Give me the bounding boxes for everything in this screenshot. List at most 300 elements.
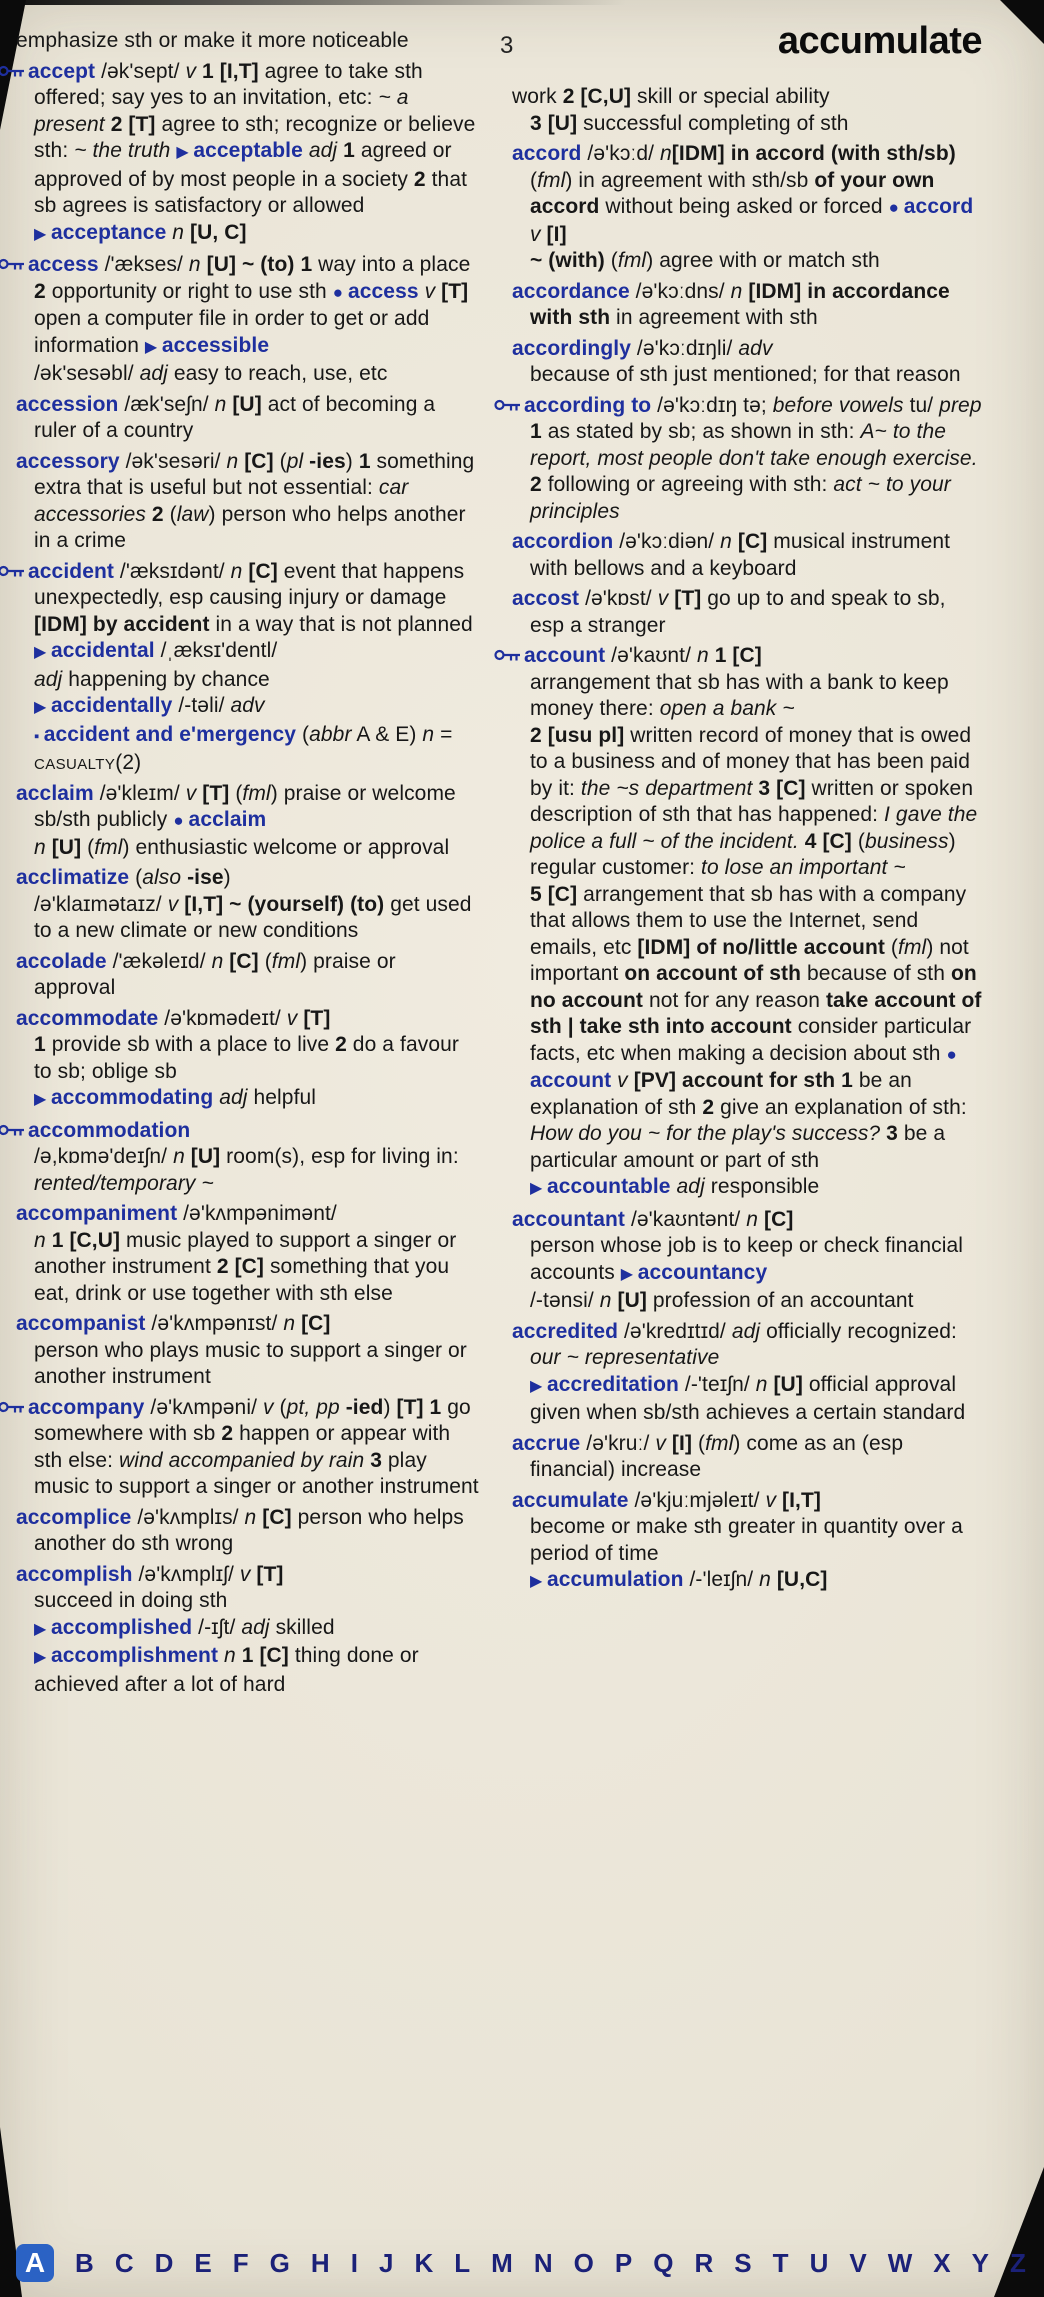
- entry-segment: /ə'kɔːdiən/: [613, 530, 721, 553]
- entry-segment: car accessories: [34, 476, 409, 526]
- entry-segment: n: [696, 644, 709, 667]
- entry-segment: /ə'kʌmpənɪst/: [145, 1312, 284, 1335]
- entry-segment: person whose job is to keep or check financial accounts: [530, 1234, 964, 1284]
- entry-segment: ▶: [530, 1180, 547, 1197]
- entry-segment: v: [418, 279, 442, 303]
- entry-segment: -ise: [181, 866, 224, 889]
- entry-segment: [C]: [234, 1255, 270, 1278]
- entry-segment: 2: [221, 1422, 240, 1445]
- entry-segment: be a particular amount or part of sth: [530, 1122, 946, 1172]
- entry-segment: /ə'kleɪm/: [93, 781, 186, 805]
- entry-segment: n: [660, 142, 672, 165]
- headword: accumulate: [512, 1488, 629, 1512]
- entry-segment: [C]: [776, 776, 812, 800]
- headword: accommodate: [16, 1006, 159, 1030]
- entry-segment: /ə'kɔːd/: [581, 142, 661, 165]
- entry-accommodate: [16, 1006, 482, 1114]
- entry-segment: [C,U]: [580, 85, 637, 108]
- entry-segment: of your own accord: [530, 168, 935, 218]
- entry-segment: v: [657, 587, 669, 610]
- entry-segment: act ~ to your principles: [530, 473, 951, 523]
- entry-segment: v: [611, 1069, 634, 1092]
- entry-segment: n: [166, 220, 191, 244]
- entry-segment: fml: [705, 1431, 734, 1455]
- entry-segment: 1: [241, 1644, 260, 1667]
- entry-segment: also: [142, 866, 182, 889]
- entry-segment: [T]: [668, 587, 708, 610]
- entry-segment: work: [512, 85, 563, 108]
- entry-accrue: [512, 1431, 982, 1484]
- entry-accommodation: [16, 1118, 482, 1198]
- alphabet-letter-Q: Q: [653, 2248, 674, 2278]
- entry-segment: /ək'sesəbl/: [34, 362, 140, 385]
- keyword-key-icon: [16, 252, 25, 279]
- entry-segment: successful completing of sth: [583, 111, 849, 135]
- entry-segment: [T]: [297, 1006, 331, 1030]
- entry-segment: agree to take sth offered; say yes to an invitation, etc:: [34, 59, 423, 109]
- entry-segment: [T]: [196, 781, 236, 805]
- entry-segment: (: [857, 829, 865, 853]
- entry-segment: /ə'kɔːdɪŋli/: [630, 336, 739, 360]
- entry-segment: /ə'kʌmpəni/: [144, 1395, 263, 1419]
- alphabet-letter-C: C: [114, 2248, 134, 2278]
- entry-segment: [C]: [732, 644, 762, 667]
- entry-segment: (: [296, 722, 310, 746]
- alphabet-bar: [16, 2243, 1026, 2283]
- entry-segment: 2: [34, 279, 52, 303]
- entry-segment: skill or special ability: [637, 85, 830, 108]
- entry-segment: adj: [670, 1175, 705, 1198]
- entry-segment: fml: [617, 249, 647, 272]
- entry-segment: take account of sth | take sth into account: [530, 988, 982, 1038]
- entry-segment: n: [211, 949, 224, 973]
- entry-segment: 2: [216, 1255, 235, 1278]
- headword: accredited: [512, 1319, 619, 1343]
- entry-segment: (2): [115, 751, 142, 774]
- entry-segment: [C]: [259, 1644, 295, 1667]
- entry-segment: ●: [173, 811, 189, 830]
- entry-segment: in agreement with sth: [610, 306, 818, 329]
- alphabet-letter-R: R: [694, 2248, 714, 2278]
- keyword-key-icon: [512, 393, 521, 420]
- headword: accost: [512, 587, 580, 610]
- entry-segment: ▪: [34, 727, 44, 745]
- entry-segment: ▶: [530, 1573, 547, 1590]
- entry-segment: /-ɪʃt/: [192, 1615, 242, 1639]
- entry-segment: v: [185, 781, 197, 805]
- entry-segment: adj: [213, 1086, 248, 1109]
- entry-segment: /ə'kjuːmjəleɪt/: [628, 1488, 766, 1512]
- entry-segment: n: [188, 253, 201, 276]
- headword: account: [524, 644, 606, 667]
- entry-segment: [I,T]: [776, 1488, 821, 1512]
- headword: accomplice: [16, 1505, 132, 1529]
- alphabet-letter-X: X: [933, 2248, 951, 2278]
- entry-accident: [16, 559, 482, 777]
- entry-segment: pl: [286, 449, 304, 473]
- entry-segment: following or agreeing with sth:: [547, 473, 834, 496]
- entry-segment: /'æksɪdənt/: [114, 559, 231, 583]
- entry-segment: ▶: [144, 338, 162, 356]
- entry-segment: (: [264, 949, 272, 973]
- entry-segment: law: [176, 502, 209, 526]
- headword: accompaniment: [16, 1202, 178, 1225]
- entry-segment: [U]: [547, 111, 584, 135]
- entry-segment: (: [279, 449, 287, 473]
- entry-segment: accumulation: [546, 1568, 684, 1591]
- entry-segment: [usu pl]: [547, 723, 631, 747]
- entry-segment: v: [239, 1562, 251, 1586]
- entry-segment: n: [755, 1372, 768, 1396]
- alphabet-letter-L: L: [454, 2248, 471, 2278]
- entry-segment: (: [129, 866, 143, 889]
- entry-segment: not for any reason: [643, 988, 826, 1012]
- entry-segment: 3: [758, 776, 777, 800]
- guide-word: accumulate: [777, 20, 982, 62]
- entry-segment: 2: [562, 85, 581, 108]
- entry-segment: to lose an important ~: [701, 856, 906, 879]
- entry-segment: before vowels: [772, 393, 904, 417]
- entry-segment: n: [746, 1207, 759, 1231]
- entry-segment: opportunity or right to use sth: [51, 279, 333, 303]
- entry-segment: 5: [530, 882, 548, 906]
- page-header: [500, 20, 982, 63]
- entry-segment: I gave the police a full ~ of the incident.: [530, 803, 978, 853]
- entry-segment: accreditation: [546, 1372, 679, 1396]
- entry-segment: /'ækses/: [98, 253, 189, 276]
- entry-accessory: [16, 449, 482, 555]
- entry-segment: fml: [898, 935, 927, 959]
- entry-segment: ~ a present: [34, 86, 409, 136]
- entry-segment: person who helps another do sth wrong: [34, 1505, 464, 1555]
- entry-segment: acceptance: [50, 220, 167, 244]
- entry-segment: 1: [34, 1033, 52, 1056]
- entry-segment: v: [262, 1395, 274, 1419]
- entry-segment: [U]: [45, 835, 88, 859]
- entry-segment: [U]: [226, 392, 268, 416]
- entry-segment: v: [185, 59, 197, 83]
- headword: acclimatize: [16, 866, 130, 889]
- entry-segment: arrangement that sb has with a company that allows them to use the Internet, send emails, etc: [530, 882, 967, 959]
- entry-segment: n: [759, 1568, 771, 1591]
- alphabet-letter-M: M: [491, 2248, 513, 2278]
- entry-segment: 2: [335, 1033, 353, 1056]
- entry-segment: ▶: [34, 1649, 51, 1666]
- entry-segment: ▶: [34, 1620, 51, 1638]
- entry-segment: music played to support a singer or another instrument: [34, 1228, 457, 1278]
- entry-segment: /ə'kredɪtɪd/: [618, 1319, 732, 1343]
- entry-segment: ) agree with or match sth: [646, 249, 880, 272]
- entry-segment: [U]: [767, 1372, 809, 1396]
- entry-segment: 1: [530, 420, 548, 443]
- entry-segment: ): [345, 449, 359, 473]
- entry-segment: without being asked or forced: [599, 195, 889, 218]
- entry-segment: ) person who helps another in a crime: [34, 502, 466, 552]
- headword: access: [28, 253, 99, 276]
- entry-segment: easy to reach, use, etc: [167, 362, 388, 385]
- headword: accord: [512, 142, 582, 165]
- keyword-key-icon: [512, 643, 521, 670]
- entry-segment: (: [530, 168, 538, 192]
- entry-segment: ~ (yourself) (to): [229, 892, 391, 916]
- headword: accrue: [512, 1431, 581, 1455]
- entry-segment: ▶: [34, 644, 51, 661]
- entry-segment: A & E): [351, 722, 423, 746]
- entry-segment: ▶: [176, 144, 194, 161]
- entry-accomplish: [16, 1562, 482, 1699]
- entry-segment: [IDM] by accident: [34, 612, 210, 636]
- entry-segment: responsible: [704, 1175, 820, 1198]
- entry-segment: [I]: [665, 1431, 698, 1455]
- entry-segment: /ə'kʌmpənimənt/: [177, 1202, 337, 1225]
- entry-segment: /ə'kʌmplɪʃ/: [132, 1562, 240, 1586]
- entry-segment: something that you eat, drink or use together with sth else: [34, 1255, 450, 1305]
- entry-segment: 2: [413, 167, 432, 191]
- entry-segment: n: [283, 1312, 296, 1335]
- entry-segment: something extra that is useful but not essential:: [34, 449, 475, 499]
- entry-segment: v: [655, 1431, 666, 1455]
- entry-segment: business: [864, 829, 949, 853]
- entry-segment: (: [697, 1431, 706, 1455]
- headword: accession: [16, 392, 119, 416]
- entry-segment: fml: [94, 835, 123, 859]
- entry-accolade: [16, 949, 482, 1002]
- entry-segment: adj: [34, 667, 63, 691]
- entry-segment: accident and e'mergency: [43, 722, 297, 746]
- entry-segment: (: [235, 781, 243, 805]
- alphabet-letter-V: V: [849, 2248, 867, 2278]
- entry-segment: /ə'kɒmədeɪt/: [158, 1006, 287, 1030]
- headword: accept: [28, 59, 96, 83]
- entry-segment: fml: [537, 168, 566, 192]
- entry-segment: n: [720, 530, 732, 553]
- entry-segment: access: [347, 279, 419, 303]
- entry-segment: ●: [888, 198, 904, 217]
- entry-accordance: [512, 279, 982, 332]
- entry-segment: on no account: [530, 962, 977, 1012]
- entry-segment: 2: [702, 1095, 721, 1119]
- entry-segment: ) praise or approval: [34, 949, 396, 999]
- entry-segment: [IDM] in accord (with sth/sb): [671, 142, 956, 165]
- entry-segment: our ~ representative: [530, 1346, 720, 1369]
- entry-segment: agree to sth; recognize or believe sth:: [34, 112, 476, 162]
- entry-segment: [U, C]: [190, 220, 247, 244]
- entry-segment: room(s), esp for living in:: [226, 1145, 459, 1168]
- entry-account: [512, 643, 982, 1203]
- entry-segment: n: [214, 392, 227, 416]
- entry-segment: n: [226, 449, 239, 473]
- entry-segment: =: [434, 722, 453, 746]
- entry-segment: n: [230, 559, 243, 583]
- entry-segment: open a bank ~: [659, 697, 795, 720]
- entry-accession: [16, 392, 482, 445]
- entry-segment: v: [765, 1488, 777, 1512]
- entry-segment: [C]: [238, 449, 280, 473]
- entry-segment: (: [604, 249, 618, 272]
- headword: accordingly: [512, 336, 631, 360]
- entry-segment: 1: [51, 1228, 70, 1252]
- entry-segment: helpful: [247, 1086, 317, 1109]
- entry-segment: 3: [530, 111, 548, 135]
- entry-segment: /'ækəleɪd/: [106, 949, 212, 973]
- entry-segment: 1: [708, 644, 733, 667]
- entry-segment: [I,T]: [178, 892, 230, 916]
- entry-segment: /ˌæksɪ'dentl/: [154, 639, 278, 662]
- entry-segment: prep: [939, 393, 982, 417]
- headword: accessory: [16, 449, 120, 473]
- keyword-key-icon: [16, 1118, 25, 1145]
- alphabet-letter-S: S: [734, 2248, 752, 2278]
- entry-segment: act of becoming a ruler of a country: [34, 392, 436, 442]
- entry-segment: /ə'kʌmplɪs/: [131, 1505, 245, 1529]
- headword: acclaim: [16, 781, 94, 805]
- entry-segment: /ə'kɔːdɪŋ tə;: [651, 393, 773, 417]
- headword: accomplish: [16, 1562, 133, 1586]
- entry-segment: [C]: [822, 829, 858, 853]
- entry-segment: agreed or approved of by most people in a society: [34, 139, 452, 191]
- alphabet-letter-G: G: [269, 2248, 290, 2278]
- entry-segment: go up to and speak to sb, esp a stranger: [530, 587, 946, 637]
- alphabet-letter-D: D: [154, 2248, 174, 2278]
- entry-segment: n: [730, 279, 743, 303]
- entry-segment: fml: [242, 781, 271, 805]
- entry-segment: ~ the truth: [74, 139, 177, 162]
- entry-segment: accessible: [161, 333, 270, 357]
- entry-segment: casualty: [34, 751, 116, 774]
- entry-segment: accord: [903, 195, 974, 218]
- entry-segment: adj: [731, 1319, 761, 1343]
- entry-segment: /ə'klaɪmətaɪz/: [34, 892, 168, 916]
- entry-segment: become or make sth greater in quantity over a period of time: [530, 1515, 963, 1565]
- entry-accumulate: [512, 1488, 982, 1596]
- entry-segment: pt, pp: [286, 1395, 340, 1419]
- left-column: [16, 28, 482, 1702]
- entry-segment: ): [223, 866, 231, 889]
- entry-segment: ) regular customer:: [530, 829, 956, 879]
- entry-segment: because of sth: [801, 962, 951, 985]
- entry-segment: person who plays music to support a singer or another instrument: [34, 1338, 467, 1388]
- entry-segment: written record of money that is owed to a business and of money that has been paid by it:: [530, 723, 972, 800]
- entry-segment: skilled: [269, 1615, 335, 1639]
- entry-segment: [U,C]: [770, 1568, 828, 1591]
- entry-accredited: [512, 1319, 982, 1427]
- entry-segment: accomplished: [50, 1615, 193, 1639]
- photo-corner: [1000, 0, 1044, 44]
- entry-segment: accountancy: [637, 1260, 768, 1284]
- entry-accompanist: [16, 1311, 482, 1391]
- entry-segment: consider particular facts, etc when making a decision about sth: [530, 1015, 972, 1065]
- entry-segment: get used to a new climate or new conditions: [34, 892, 472, 942]
- entry-segment: ▶: [620, 1265, 638, 1283]
- entry-segment: provide sb with a place to live: [51, 1033, 336, 1056]
- alphabet-letter-H: H: [310, 2248, 330, 2278]
- entry-segment: [T]: [250, 1562, 284, 1586]
- entry-segment: 2: [110, 112, 129, 136]
- entry-segment: n: [599, 1289, 612, 1312]
- right-column: [512, 84, 982, 1600]
- alphabet-letter-Y: Y: [971, 2248, 989, 2278]
- entry-segment: /ək'sesəri/: [119, 449, 227, 473]
- entry-segment: that sb agrees is satisfactory or allowed: [34, 167, 468, 217]
- entry-segment: (: [87, 835, 95, 859]
- entry-segment: [C]: [242, 559, 284, 583]
- entry-segment: accommodating: [50, 1086, 214, 1109]
- headword: accolade: [16, 949, 107, 973]
- entry-segment: [T]: [396, 1395, 430, 1419]
- entry-segment: [C]: [223, 949, 265, 973]
- entry-segment: be an explanation of sth: [530, 1069, 912, 1119]
- alphabet-letter-P: P: [614, 2248, 633, 2278]
- entry-segment: give an explanation of sth:: [720, 1095, 967, 1119]
- alphabet-letter-N: N: [533, 2248, 553, 2278]
- entry-segment: /-'teɪʃn/: [678, 1372, 756, 1396]
- entry-accept: [16, 59, 482, 249]
- alphabet-letter-O: O: [573, 2248, 594, 2278]
- entry-segment: adv: [230, 694, 265, 717]
- entry-segment: n: [34, 1228, 52, 1252]
- entry-segment: open a computer file in order to get or add information: [34, 307, 430, 357]
- entry-segment: v: [530, 222, 541, 246]
- headword: accordion: [512, 530, 614, 553]
- entry-segment: accountable: [546, 1175, 671, 1198]
- entry-segment: /ə'kɒst/: [579, 587, 658, 610]
- entry-segment: [PV] account for sth 1: [633, 1069, 859, 1092]
- entry-segment: /ək'sept/: [95, 59, 186, 83]
- entry-segment: official approval given when sb/sth achieves a certain standard: [530, 1372, 966, 1424]
- entry-segment: v: [286, 1006, 298, 1030]
- entry-segment: v: [167, 892, 179, 916]
- entry-segment: n: [218, 1644, 242, 1667]
- entry-segment: [IDM] of no/little account: [637, 935, 885, 959]
- entry-segment: [T]: [441, 279, 469, 303]
- entry-segment: ▶: [34, 1091, 51, 1108]
- page-number: 3: [500, 32, 514, 59]
- entry-according-to: [512, 393, 982, 526]
- entry-segment: fml: [271, 949, 301, 973]
- entry-segment: musical instrument with bellows and a keyboard: [530, 530, 951, 580]
- entry-segment: ▶: [34, 225, 51, 243]
- entry-segment: ▶: [34, 699, 51, 716]
- entry-segment: [C]: [758, 1207, 794, 1231]
- alphabet-letter-B: B: [75, 2248, 94, 2278]
- entry-segment: /ə,kɒmə'deɪʃn/: [34, 1145, 174, 1168]
- entry-segment: go somewhere with sb: [34, 1395, 471, 1445]
- entry-segment: 1: [196, 59, 220, 83]
- entry-segment: (: [169, 502, 177, 526]
- entry-segment: on account of sth: [624, 962, 802, 985]
- entry-segment: 2: [530, 473, 548, 496]
- headword: according to: [524, 393, 652, 417]
- headword: accompany: [28, 1395, 145, 1419]
- alphabet-letter-Z: Z: [1010, 2248, 1026, 2278]
- entry-segment: [IDM] in accordance with sth: [530, 279, 950, 329]
- entry-accord: [512, 141, 982, 275]
- entry-continuation-left: [16, 28, 482, 55]
- entry-segment: play music to support a singer or another instrument: [34, 1448, 479, 1498]
- entry-segment: /ə'kɔːdns/: [629, 279, 731, 303]
- entry-segment: /æk'seʃn/: [118, 392, 215, 416]
- entry-segment: [C]: [547, 882, 584, 906]
- entry-segment: acceptable: [193, 139, 303, 162]
- entry-segment: /-tənsi/: [530, 1289, 600, 1312]
- entry-segment: officially recognized:: [760, 1319, 957, 1343]
- entry-segment: arrangement that sb has with a bank to keep money there:: [530, 670, 949, 720]
- entry-segment: /ə'kaʊnt/: [605, 644, 697, 667]
- entry-segment: [T]: [128, 112, 162, 136]
- entry-segment: /-təli/: [172, 694, 231, 717]
- photo-edge: [0, 0, 626, 5]
- entry-segment: [C]: [256, 1505, 298, 1529]
